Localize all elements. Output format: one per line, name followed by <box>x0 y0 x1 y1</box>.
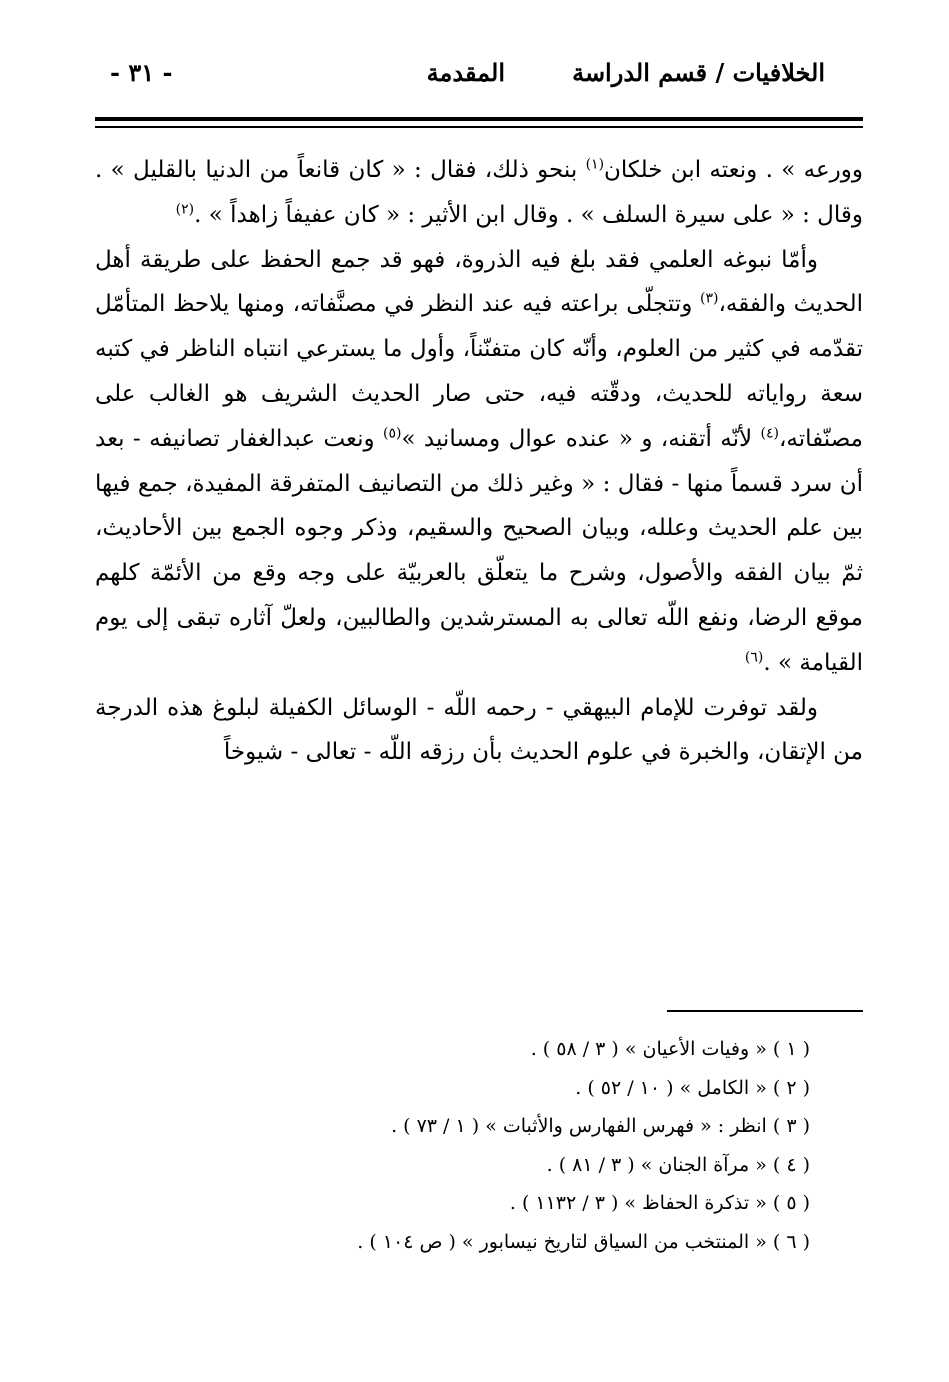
footnote-ref-5: (٥) <box>383 425 402 442</box>
footnote-ref-3: (٣) <box>700 290 719 307</box>
footnote-3: ( ٣ ) انظر : « فهرس الفهارس والأثبات » ( ١ / ٧٣ ) . <box>391 1115 810 1137</box>
page-header <box>95 58 825 98</box>
paragraph-1 <box>95 148 863 238</box>
paragraph-2-text-a: وأمّا نبوغه العلمي فقد بلغ فيه الذروة، فهو قد جمع الحفظ على طريقة أهل الحديث والفقه، <box>95 246 863 318</box>
footnote-1: ( ١ ) « وفيات الأعيان » ( ٣ / ٥٨ ) . <box>530 1038 810 1060</box>
footnote-4: ( ٤ ) « مرآة الجنان » ( ٣ / ٨١ ) . <box>546 1153 810 1176</box>
footnote-2: ( ٢ ) « الكامل » ( ١٠ / ٥٢ ) . <box>575 1076 810 1099</box>
paragraph-2 <box>95 238 863 686</box>
footnote-separator <box>667 1010 863 1012</box>
footnote-ref-1: (١) <box>585 156 605 173</box>
paragraph-3: ولقد توفرت للإمام البيهقي - رحمه اللّه - الوسائل الكفيلة لبلوغ هذه الدرجة من الإتقان، والخبرة في علوم الحديث بأن رزقه اللّه - تعالى - شيوخاً <box>95 694 863 766</box>
running-title: الخلافيات / قسم الدراسة <box>572 58 825 87</box>
paragraph-2-text-c: لأنّه أتقنه، و « عنده عوال ومسانيد » <box>401 425 761 452</box>
header-rule-thick <box>95 117 863 121</box>
footnote-6: ( ٦ ) « المنتخب من السياق لتاريخ نيسابور » ( ص ١٠٤ ) . <box>357 1230 810 1253</box>
footnote-ref-2: (٢) <box>175 201 195 218</box>
main-text <box>95 148 863 775</box>
header-rule-thin <box>95 126 863 128</box>
paragraph-1-text-b: بنحو ذلك، فقال : « كان قانعاً من الدنيا بالقليل » . وقال : « على سيرة السلف » . وقال ابن الأثير : « كان عفيفاً زاهداً » . <box>95 157 863 228</box>
footnote-ref-4: (٤) <box>760 425 779 442</box>
footnote-ref-6: (٦) <box>744 649 764 666</box>
footnote-5: ( ٥ ) « تذكرة الحفاظ » ( ٣ / ١١٣٢ ) . <box>509 1192 810 1214</box>
paragraph-2-text-d: ونعت عبدالغفار تصانيفه - بعد أن سرد قسماً منها - فقال : « وغير ذلك من التصانيف المتفرقة المفيدة، جمع فيها بين علم الحديث وعلله، وبيان الصحيح والسقيم، وذكر وجوه الجمع بين الأحاديث، ثمّ بيان الفقه والأصول، وشرح ما يتعلّق بالعربيّة على وجه وقع من الأئمّة كلهم موقع الرضا، ونفع اللّه تعالى به المسترشدين والطالبين، ولعلّ آثاره تبقى إلى يوم القيامة » . <box>95 425 863 676</box>
section-title: المقدمة <box>426 58 505 87</box>
footnotes <box>95 1030 810 1261</box>
paragraph-2-text-b: وتتجلّى براعته فيه عند النظر في مصنَّفاته، ومنها يلاحظ المتأمّل تقدّمه في كثير من العلوم، وأنّه كان متفنّناً، وأول ما يسترعي انتباه الناظر في كتبه سعة رواياته للحديث، ودقّته فيه، حتى صار الحديث الشريف هو الغالب على مصنّفاته، <box>95 291 863 452</box>
paragraph-1-text-a: وورعه » . ونعته ابن خلكان <box>604 157 863 183</box>
page-number: - ٣١ - <box>110 58 173 87</box>
